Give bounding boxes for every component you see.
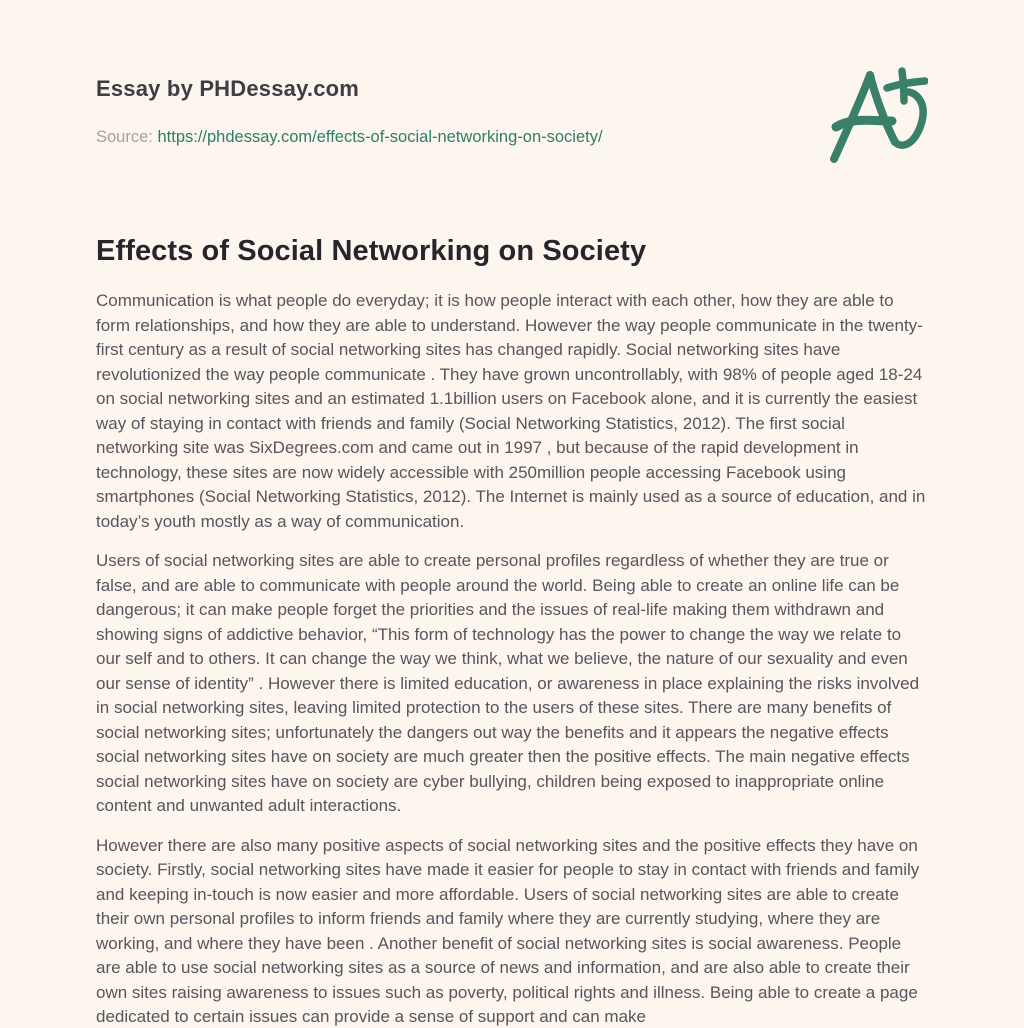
byline: Essay by PHDessay.com xyxy=(96,76,360,101)
source-link[interactable]: https://phdessay.com/effects-of-social-networking-on-society/ xyxy=(157,128,603,146)
essay-paragraph: Communication is what people do everyday; it is how people interact with each other, how they are able to form relationships, and how they are able to understand. However the way people communicate in the twenty-first century as a result of social networking sites has changed rapidly. Social networking sites have revolutionized the way people communicate . They have grown uncontrollably, with 98% of people aged 18-24 on social networking sites and an estimated 1.1billion users on Facebook alone, and it is currently the easiest way of staying in contact with friends and family (Social Networking Statistics, 2012). The first social networking site was SixDegrees.com and came out in 1997 , but because of the rapid development in technology, these sites are now widely accessible with 250million people accessing Facebook using smartphones (Social Networking Statistics, 2012). The Internet is mainly used as a source of education, and in today’s youth mostly as a way of communication. xyxy=(96,291,926,531)
essay-paragraph: Users of social networking sites are able to create personal profiles regardless of whether they are true or false, and are able to communicate with people around the world. Being able to create an online life can be dangerous; it can make people forget the priorities and the issues of real-life making them withdrawn and showing signs of addictive behavior, “This form of technology has the power to change the way we relate to our self and to others. It can change the way we think, what we believe, the nature of our sexuality and even our sense of identity” . However there is limited education, or awareness in place explaining the risks involved in social networking sites, leaving limited protection to the users of these sites. There are many benefits of social networking sites; unfortunately the dangers out way the benefits and it appears the negative effects social networking sites have on society are much greater then the positive effects. The main negative effects social networking sites have on society are cyber bullying, children being exposed to inappropriate online content and unwanted adult interactions. xyxy=(96,551,920,815)
essay-title: Effects of Social Networking on Society xyxy=(96,235,647,267)
source-label: Source: xyxy=(96,128,153,146)
essay-body xyxy=(96,289,928,1028)
phdessay-a-plus-logo-icon xyxy=(828,64,928,166)
essay-page xyxy=(96,0,928,1028)
page-header xyxy=(96,76,928,148)
essay-paragraph: However there are also many positive aspects of social networking sites and the positive effects they have on society. Firstly, social networking sites have made it easier for people to stay in contact with friends and family and keeping in-touch is now easier and more affordable. Users of social networking sites are able to create their own personal profiles to inform friends and family where they are currently studying, where they are working, and where they have been . Another benefit of social networking sites is social awareness. People are able to use social networking sites as a source of news and information, and are also able to create their own sites raising awareness to issues such as poverty, political rights and illness. Being able to create a page dedicated to certain issues can provide a sense of support and can make xyxy=(96,835,920,1026)
source-line xyxy=(96,126,928,148)
